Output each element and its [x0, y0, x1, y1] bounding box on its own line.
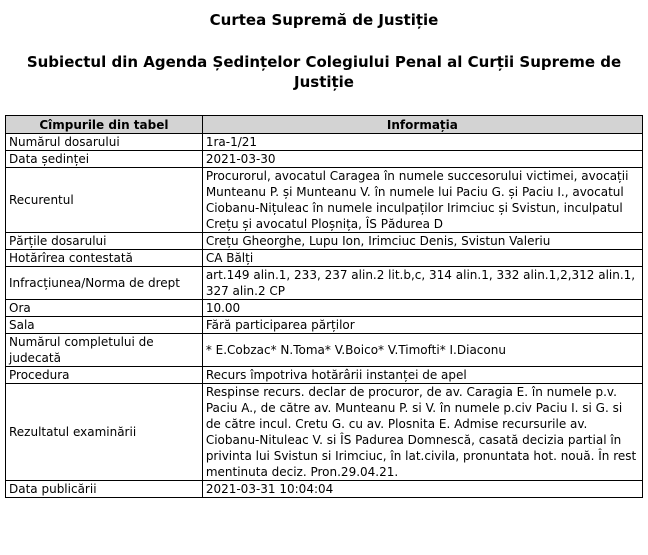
row-value-procedure: Recurs împotriva hotărârii instanței de apel [202, 367, 642, 384]
table-row [6, 267, 643, 300]
table-row [6, 233, 643, 250]
agenda-subtitle: Subiectul din Agenda Ședințelor Colegiului Penal al Curții Supreme de Justiție [26, 53, 622, 91]
table-row [6, 384, 643, 481]
row-value-result: Respinse recurs. declar de procuror, de av. Caragia E. în numele p.v. Paciu A., de către av. Munteanu P. si V. în numele p.civ Paciu I. si G. si de către incul. Cretu G. cu av. Plosnita E. Admise recursurile av. Ciobanu-Nituleac V. si ÎS Padurea Domnescă, casată decizia partial în privinta lui Svistun si Irimciuc, în lat.civila, pronuntata hot. nouă. În rest mentinuta deciz. Pron.29.04.21. [202, 384, 642, 481]
row-label-appellant: Recurentul [6, 168, 203, 233]
row-label-case-number: Numărul dosarului [6, 134, 203, 151]
table-row [6, 134, 643, 151]
table-row [6, 168, 643, 233]
row-value-offense: art.149 alin.1, 233, 237 alin.2 lit.b,c, 314 alin.1, 332 alin.1,2,312 alin.1, 327 alin.2 CP [202, 267, 642, 300]
row-label-result: Rezultatul examinării [6, 384, 203, 481]
row-label-panel: Numărul completului de judecată [6, 334, 203, 367]
row-value-room: Fără participarea părților [202, 317, 642, 334]
row-label-publication-date: Data publicării [6, 481, 203, 498]
row-label-room: Sala [6, 317, 203, 334]
table-row [6, 334, 643, 367]
row-value-publication-date: 2021-03-31 10:04:04 [202, 481, 642, 498]
table-row [6, 481, 643, 498]
table-row [6, 367, 643, 384]
row-value-panel: * E.Cobzac* N.Toma* V.Boico* V.Timofti* I.Diaconu [202, 334, 642, 367]
table-header-row [6, 116, 643, 134]
table-row [6, 317, 643, 334]
row-label-parties: Părțile dosarului [6, 233, 203, 250]
column-header-field: Cîmpurile din tabel [6, 116, 203, 134]
table-row [6, 250, 643, 267]
row-value-contested-decision: CA Bălți [202, 250, 642, 267]
row-label-contested-decision: Hotărîrea contestată [6, 250, 203, 267]
row-label-time: Ora [6, 300, 203, 317]
table-row [6, 300, 643, 317]
row-value-case-number: 1ra-1/21 [202, 134, 642, 151]
row-value-appellant: Procurorul, avocatul Caragea în numele succesorului victimei, avocații Munteanu P. și Munteanu V. în numele lui Paciu G. și Paciu I., avocatul Ciobanu-Nițuleac în numele inculpaților Irimciuc și Svistun, inculpatul Crețu și avocatul Ploșnița, ÎS Pădurea D [202, 168, 642, 233]
court-title: Curtea Supremă de Justiție [209, 11, 439, 29]
table-row [6, 151, 643, 168]
row-label-procedure: Procedura [6, 367, 203, 384]
row-label-offense: Infracțiunea/Norma de drept [6, 267, 203, 300]
row-label-hearing-date: Data ședinței [6, 151, 203, 168]
info-table [5, 115, 643, 498]
row-value-hearing-date: 2021-03-30 [202, 151, 642, 168]
column-header-value: Informația [202, 116, 642, 134]
row-value-parties: Crețu Gheorghe, Lupu Ion, Irimciuc Denis, Svistun Valeriu [202, 233, 642, 250]
row-value-time: 10.00 [202, 300, 642, 317]
